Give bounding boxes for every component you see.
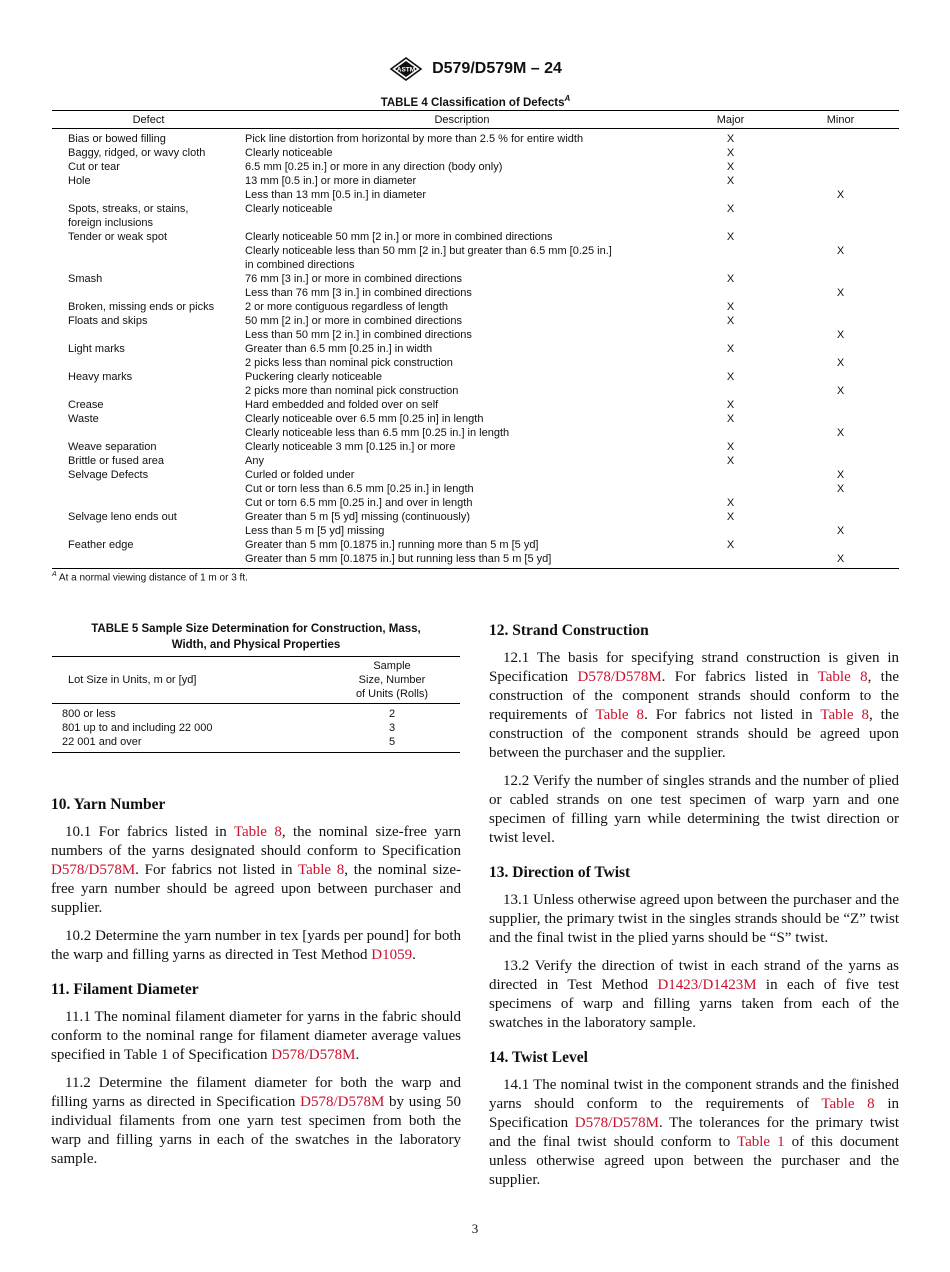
table4-cell-defect [52, 328, 245, 342]
section-13 [489, 863, 899, 1033]
link-d578[interactable]: D578/D578M [300, 1094, 385, 1110]
page-header [0, 56, 950, 82]
paragraph-12-1: 12.1 The basis for specifying strand construction is given in Specification D578/D578M. For fabrics listed in Table 8, the construction of the component strands should conform to the requirements of Table 8. For fabrics not listed in Table 8, the construction of the component strands should be agreed upon between the purchaser and the supplier. [489, 650, 900, 761]
paragraph-11-1: 11.1 The nominal filament diameter for yarns in the fabric should conform to the nominal range for filament diameter average values specified in Table 1 of Specification D578/D578M. [51, 1009, 461, 1063]
table4-row [52, 314, 899, 328]
table4-caption: TABLE 4 Classification of Defects$^A$ [380, 94, 571, 109]
table4-row [52, 384, 899, 398]
table4-cell-description: Clearly noticeable 50 mm [2 in.] or more in combined directions [245, 231, 553, 243]
table4-cell-major [679, 384, 782, 398]
link-table-8[interactable]: Table 8 [821, 1096, 875, 1112]
table4-row [52, 188, 899, 202]
table4-cell-minor [782, 314, 899, 328]
table4-cell-defect: Selvage Defects [68, 469, 149, 481]
table4-row [52, 412, 899, 426]
paragraph-13-2: 13.2 Verify the direction of twist in each strand of the yarns as directed in Test Method D1423/D1423M in each of five test specimens of warp and filling yarns taken from each of the swatches in the laboratory sample. [489, 958, 900, 1031]
table4-cell-minor [782, 174, 899, 188]
table5-cell-lot: 800 or less [62, 708, 116, 720]
paragraph-14-1: 14.1 The nominal twist in the component strands and the finished yarns should conform to the requirements of Table 8 in Specification D578/D578M. The tolerances for the primary twist and the final twist should conform to Table 1 of this document unless otherwise agreed upon between the purchaser and the supplier. [489, 1077, 899, 1188]
table4-row [52, 328, 899, 342]
table4-cell-minor [782, 146, 899, 160]
section-10 [51, 795, 461, 965]
link-d578[interactable]: D578/D578M [51, 862, 136, 878]
table4-cell-major [679, 258, 782, 272]
table4-cell-description: Less than 5 m [5 yd] missing [245, 525, 385, 537]
table4-cell-major: X [726, 147, 735, 159]
table4-cell-description: Less than 13 mm [0.5 in.] in diameter [245, 189, 426, 201]
table4-cell-description: Clearly noticeable 3 mm [0.125 in.] or more [245, 441, 456, 453]
table4-row [52, 160, 899, 174]
page-number: 3 [471, 1221, 479, 1236]
svg-text:ASTM: ASTM [396, 66, 416, 74]
table5-header-lot: Lot Size in Units, m or [yd] [52, 657, 324, 704]
table4-cell-defect [52, 384, 245, 398]
table4-cell-major [679, 188, 782, 202]
link-d1059[interactable]: D1059 [371, 947, 413, 963]
table4-row [52, 216, 899, 230]
table4-cell-description: Clearly noticeable over 6.5 mm [0.25 in] in length [245, 413, 484, 425]
table4-cell-major [679, 524, 782, 538]
table4-cell-minor [782, 230, 899, 244]
table4-row [52, 398, 899, 412]
table5-row [52, 735, 460, 753]
table4-cell-major: X [726, 161, 735, 173]
table4-cell-major: X [726, 539, 735, 551]
table4-cell-major: X [726, 273, 735, 285]
table4-cell-minor: X [836, 385, 845, 397]
link-d578[interactable]: D578/D578M [574, 1115, 659, 1131]
table4-header-row [52, 111, 899, 129]
table4-cell-description: Any [245, 455, 264, 467]
table4-cell-defect [52, 496, 245, 510]
table4-row [52, 356, 899, 370]
table5-cell-lot: 22 001 and over [62, 736, 142, 748]
table4-cell-major: X [726, 231, 735, 243]
table4-cell-defect: Waste [68, 413, 99, 425]
table4-row [52, 454, 899, 468]
table4-cell-description: Less than 50 mm [2 in.] in combined directions [245, 329, 472, 341]
table4-cell-minor: X [836, 525, 845, 537]
table4-cell-defect [52, 426, 245, 440]
table4-cell-defect [52, 552, 245, 569]
table4-cell-minor [782, 496, 899, 510]
paragraph-10-1: 10.1 For fabrics listed in Table 8, the nominal size-free yarn numbers of the yarns designated should conform to Specification D578/D578M. For fabrics not listed in Table 8, the nominal size-free yarn number should be agreed upon between purchaser and supplier. [51, 824, 461, 916]
table4-cell-minor: X [836, 189, 845, 201]
section-13-heading: 13. Direction of Twist [489, 864, 631, 881]
table4-cell-major: X [726, 497, 735, 509]
table5-cell-lot: 801 up to and including 22 000 [62, 722, 213, 734]
paragraph-10-2: 10.2 Determine the yarn number in tex [yards per pound] for both the warp and filling yarns as directed in Test Method D1059. [51, 928, 461, 963]
paragraph-12-2: 12.2 Verify the number of singles strands and the number of plied or cabled strands on one test specimen of warp yarn and one specimen of filling yarn while determining the twist direction or twist level. [489, 773, 899, 846]
link-table-8[interactable]: Table 8 [820, 707, 869, 723]
table4-cell-description: Cut or torn 6.5 mm [0.25 in.] and over in length [245, 497, 473, 509]
section-11-heading: 11. Filament Diameter [51, 981, 199, 998]
table4-cell-description: 50 mm [2 in.] or more in combined directions [245, 315, 463, 327]
table4-cell-major: X [726, 511, 735, 523]
table4-row [52, 174, 899, 188]
link-table-8[interactable]: Table 8 [817, 669, 868, 685]
table4-cell-description: Less than 76 mm [3 in.] in combined directions [245, 287, 472, 299]
table4-cell-major [679, 468, 782, 482]
table5-cell-sample: 3 [388, 722, 396, 734]
table4-cell-description: Greater than 5 mm [0.1875 in.] but running less than 5 m [5 yd] [245, 553, 552, 565]
table4-cell-description: 2 picks more than nominal pick construction [245, 385, 459, 397]
table4-cell-defect: Broken, missing ends or picks [68, 301, 215, 313]
table4-header-description: Description [245, 111, 679, 129]
section-11 [51, 980, 461, 1169]
table4-cell-major: X [726, 315, 735, 327]
table4-row [52, 552, 899, 569]
table4-row [52, 230, 899, 244]
table5-row [52, 704, 460, 722]
table4-footnote: $^A$ At a normal viewing distance of 1 m or 3 ft. [52, 571, 248, 584]
table4-row [52, 300, 899, 314]
left-column [51, 795, 461, 1184]
table4-cell-minor [782, 538, 899, 552]
table4-cell-minor [782, 454, 899, 468]
table4-cell-major [679, 426, 782, 440]
link-d578[interactable]: D578/D578M [271, 1047, 356, 1063]
table4-cell-major: X [726, 371, 735, 383]
table4-row [52, 286, 899, 300]
table4-cell-major [679, 482, 782, 496]
table4-cell-major: X [726, 399, 735, 411]
table4-cell-minor [782, 510, 899, 524]
table4-cell-minor [782, 258, 899, 272]
section-14 [489, 1048, 899, 1190]
table4-cell-description: Greater than 5 mm [0.1875 in.] running more than 5 m [5 yd] [245, 539, 539, 551]
astm-logo-icon [388, 56, 424, 82]
table4-header-major: Major [679, 111, 782, 129]
table4-cell-defect: Selvage leno ends out [68, 511, 177, 523]
table4-cell-description: 13 mm [0.5 in.] or more in diameter [245, 175, 417, 187]
table4-cell-defect: Weave separation [68, 441, 157, 453]
link-d578[interactable]: D578/D578M [577, 669, 662, 685]
table4-cell-minor [782, 370, 899, 384]
table4-header-minor: Minor [782, 111, 899, 129]
table4-cell-description: Clearly noticeable [245, 147, 333, 159]
table4-cell-defect: foreign inclusions [68, 217, 153, 229]
table4-cell-description: Clearly noticeable [245, 203, 333, 215]
table4-row [52, 146, 899, 160]
table5-cell-sample: 5 [388, 736, 396, 748]
link-d1423[interactable]: D1423/D1423M [657, 977, 757, 993]
table4-cell-description: Hard embedded and folded over on self [245, 399, 439, 411]
table4-cell-major [679, 552, 782, 569]
table4-cell-defect: Spots, streaks, or stains, [68, 203, 189, 215]
table4-cell-minor [782, 160, 899, 174]
table4-cell-major: X [726, 301, 735, 313]
table4-cell-minor [782, 342, 899, 356]
table4-row [52, 482, 899, 496]
table4-row [52, 538, 899, 552]
link-table-8[interactable]: Table 8 [297, 862, 345, 878]
table4-row [52, 468, 899, 482]
table4-cell-minor: X [836, 329, 845, 341]
table4-cell-minor: X [836, 553, 845, 565]
table4-cell-defect [52, 524, 245, 538]
table4-cell-defect: Floats and skips [68, 315, 148, 327]
table4-cell-defect: Baggy, ridged, or wavy cloth [68, 147, 206, 159]
table4-cell-defect: Hole [68, 175, 91, 187]
table4-cell-defect: Cut or tear [68, 161, 120, 173]
table4-cell-minor [782, 129, 899, 147]
table4-cell-major: X [726, 343, 735, 355]
link-table-1[interactable]: Table 1 [736, 1134, 785, 1150]
right-column [489, 621, 899, 1205]
table5-header-sample: Sample Size, Number of Units (Rolls) [324, 657, 460, 704]
table4-cell-description: Curled or folded under [245, 469, 355, 481]
table4-cell-minor [782, 202, 899, 216]
table4-caption-note: A [564, 94, 571, 103]
table4-row [52, 440, 899, 454]
table4-cell-defect: Tender or weak spot [68, 231, 168, 243]
section-10-heading: 10. Yarn Number [51, 796, 166, 813]
table4-cell-description: 2 or more contiguous regardless of length [245, 301, 449, 313]
table4-cell-defect [52, 356, 245, 370]
table4-cell-major: X [726, 441, 735, 453]
table4-row [52, 272, 899, 286]
table4-row [52, 426, 899, 440]
table5 [52, 656, 460, 753]
table4-row [52, 510, 899, 524]
table4-cell-defect: Bias or bowed filling [68, 133, 166, 145]
table4-cell-minor [782, 412, 899, 426]
table4-cell-defect: Smash [68, 273, 103, 285]
table4-row [52, 342, 899, 356]
table4-cell-major: X [726, 455, 735, 467]
table4-row [52, 496, 899, 510]
table4-cell-defect [52, 482, 245, 496]
table4-cell-defect: Light marks [68, 343, 125, 355]
table4-row [52, 202, 899, 216]
table4-cell-defect: Crease [68, 399, 104, 411]
section-14-heading: 14. Twist Level [489, 1049, 588, 1066]
table4-cell-minor: X [836, 357, 845, 369]
table4-cell-major: X [726, 413, 735, 425]
table4-cell-major: X [726, 203, 735, 215]
table4-row [52, 258, 899, 272]
paragraph-11-2: 11.2 Determine the filament diameter for both the warp and filling yarns as directed in Specification D578/D578M by using 50 individual filaments from one yarn test specimen from both the warp and filling yarns in each of the swatches in the laboratory sample. [51, 1075, 461, 1167]
document-id: D579/D579M – 24 [432, 60, 562, 77]
link-table-8[interactable]: Table 8 [595, 707, 645, 723]
paragraph-13-1: 13.1 Unless otherwise agreed upon between the purchaser and the supplier, the primary twist in the singles strands should be “Z” twist and the final twist in the plied yarns should be “S” twist. [489, 892, 899, 946]
table4-row [52, 524, 899, 538]
table4-cell-minor: X [836, 427, 845, 439]
table4-row [52, 244, 899, 258]
table4-row [52, 370, 899, 384]
table4-cell-description: 2 picks less than nominal pick construction [245, 357, 453, 369]
table4-cell-defect: Feather edge [68, 539, 134, 551]
table4-cell-description: Greater than 5 m [5 yd] missing (continuously) [245, 511, 470, 523]
table4-cell-defect [52, 258, 245, 272]
table4-cell-major [679, 328, 782, 342]
table4-cell-minor [782, 440, 899, 454]
table4-cell-description: 6.5 mm [0.25 in.] or more in any direction (body only) [245, 161, 503, 173]
table4-footnote-mark: A [52, 571, 57, 578]
table4-cell-description: 76 mm [3 in.] or more in combined directions [245, 273, 463, 285]
table4-cell-defect: Brittle or fused area [68, 455, 164, 467]
table4 [52, 110, 899, 569]
table5-cell-sample: 2 [388, 708, 396, 720]
table4-cell-description: in combined directions [245, 259, 355, 271]
table4-cell-major [679, 356, 782, 370]
table5-row [52, 721, 460, 735]
table4-cell-description: Pick line distortion from horizontal by more than 2.5 % for entire width [245, 133, 584, 145]
table4-cell-defect [52, 188, 245, 202]
table4-cell-description [245, 216, 679, 230]
section-12 [489, 621, 899, 848]
table4-cell-defect: Heavy marks [68, 371, 133, 383]
table5-caption: TABLE 5 Sample Size Determination for Construction, Mass, Width, and Physical Properties [91, 623, 421, 651]
table4-cell-major [679, 244, 782, 258]
table4-header-defect: Defect [52, 111, 245, 129]
section-12-heading: 12. Strand Construction [489, 622, 649, 639]
link-table-8[interactable]: Table 8 [233, 824, 282, 840]
table4-cell-minor [782, 272, 899, 286]
table4-cell-major: X [726, 175, 735, 187]
table4-cell-minor [782, 398, 899, 412]
table4-cell-minor: X [836, 245, 845, 257]
table4-cell-description: Cut or torn less than 6.5 mm [0.25 in.] in length [245, 483, 474, 495]
table4-cell-major: X [726, 133, 735, 145]
table4-row [52, 129, 899, 147]
table4-cell-defect [52, 286, 245, 300]
table4-cell-major [679, 286, 782, 300]
table5-header-row [52, 657, 460, 704]
table4-cell-description: Puckering clearly noticeable [245, 371, 382, 383]
table4-cell-major [679, 216, 782, 230]
table4-cell-minor [782, 216, 899, 230]
table4-cell-minor: X [836, 469, 845, 481]
table4-cell-description: Clearly noticeable less than 6.5 mm [0.25 in.] in length [245, 427, 510, 439]
table4-cell-description: Clearly noticeable less than 50 mm [2 in.] but greater than 6.5 mm [0.25 in.] [245, 245, 612, 257]
table4-cell-minor: X [836, 483, 845, 495]
table4-cell-defect [52, 244, 245, 258]
table4-cell-minor [782, 300, 899, 314]
table4-cell-description: Greater than 6.5 mm [0.25 in.] in width [245, 343, 433, 355]
table4-cell-minor: X [836, 287, 845, 299]
